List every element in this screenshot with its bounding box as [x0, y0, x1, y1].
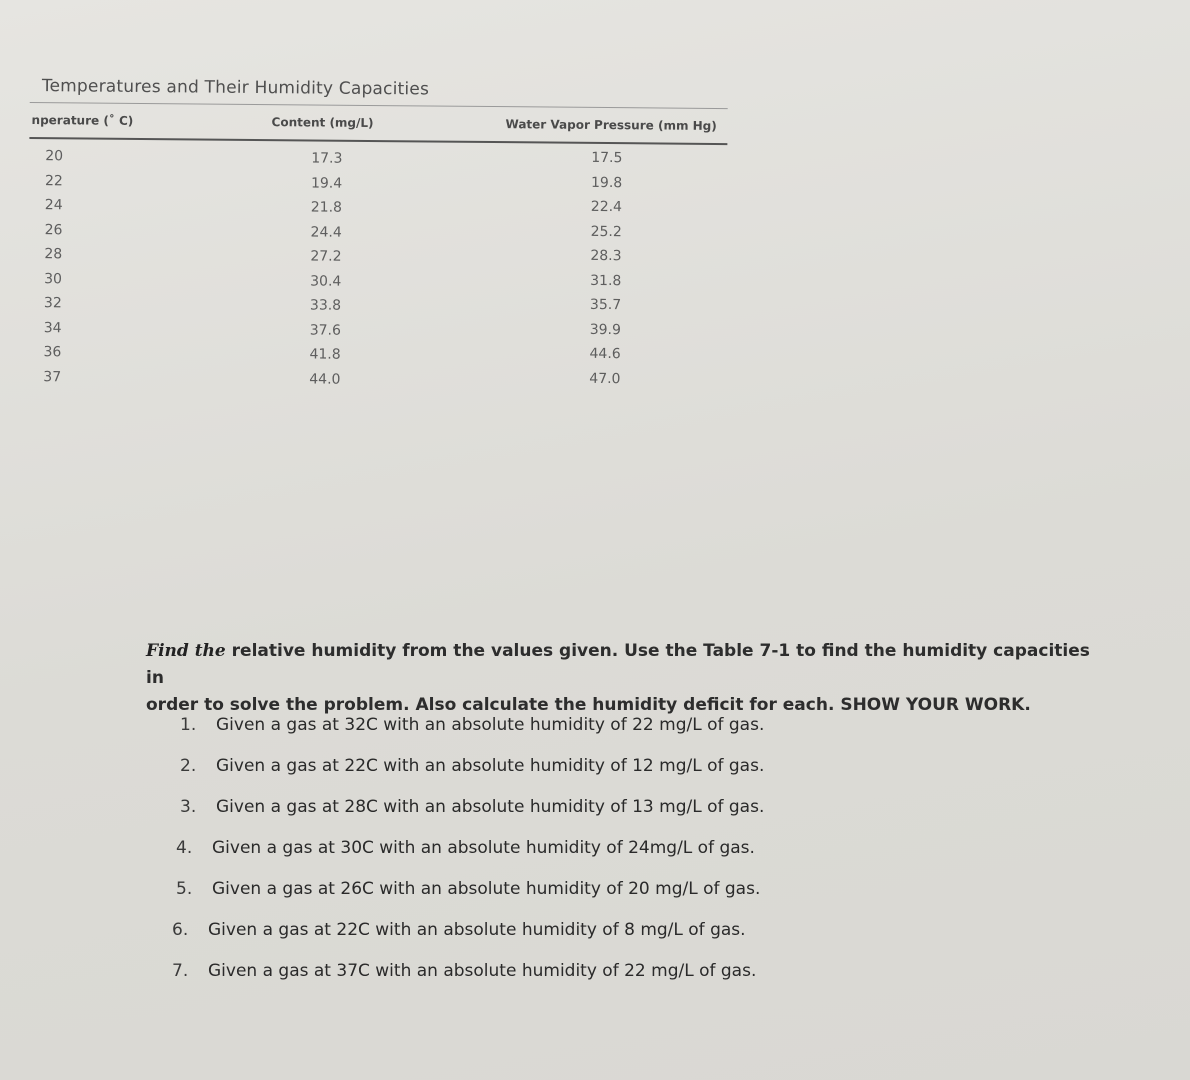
instructions-text-1: relative humidity from the values given. Use the Table 7-1 to find the humidity capacities in	[146, 641, 1090, 688]
content-cell: 24.4	[310, 223, 342, 241]
problem-text: Given a gas at 22C with an absolute humidity of 8 mg/L of gas.	[208, 920, 746, 940]
problem-item	[172, 838, 932, 879]
problem-text: Given a gas at 37C with an absolute humidity of 22 mg/L of gas.	[208, 961, 757, 981]
vapor-pressure-cell: 17.5	[591, 149, 623, 167]
problem-text: Given a gas at 26C with an absolute humidity of 20 mg/L of gas.	[212, 879, 761, 899]
table-body	[27, 148, 727, 399]
table-top-rule	[30, 102, 728, 109]
vapor-pressure-cell: 35.7	[589, 296, 622, 314]
problem-text: Given a gas at 22C with an absolute humidity of 12 mg/L of gas.	[216, 756, 765, 776]
temperature-cell: 24	[44, 197, 63, 214]
instructions	[146, 638, 1106, 719]
temperature-cell: 28	[44, 246, 63, 263]
temperature-cell: 20	[45, 148, 64, 165]
content-cell: 41.8	[309, 346, 341, 363]
table-row	[27, 368, 725, 399]
problem-item	[172, 797, 932, 838]
content-cell: 37.6	[309, 321, 341, 339]
vapor-pressure-cell: 19.8	[590, 174, 623, 191]
content-cell: 27.2	[310, 248, 342, 265]
column-header-vapor-pressure: Water Vapor Pressure (mm Hg)	[505, 117, 717, 133]
temperature-cell: 32	[43, 295, 62, 312]
problem-text: Given a gas at 30C with an absolute humidity of 24mg/L of gas.	[212, 838, 755, 858]
problem-item	[172, 920, 932, 961]
problem-number: 5.	[176, 879, 193, 899]
vapor-pressure-cell: 47.0	[589, 370, 621, 387]
content-cell: 30.4	[310, 272, 342, 290]
temperature-cell: 34	[43, 319, 62, 336]
instructions-line-1	[146, 638, 1106, 692]
problem-item	[172, 879, 932, 920]
problem-text: Given a gas at 28C with an absolute humidity of 13 mg/L of gas.	[216, 797, 765, 817]
temperature-cell: 22	[44, 172, 63, 189]
problem-number: 4.	[176, 838, 193, 858]
content-cell: 21.8	[310, 199, 343, 216]
problem-number: 6.	[172, 920, 189, 940]
temperature-cell: 26	[44, 221, 63, 238]
table-header-rule	[29, 137, 727, 145]
temperature-cell: 37	[43, 368, 62, 385]
content-cell: 17.3	[311, 150, 343, 167]
vapor-pressure-cell: 28.3	[590, 247, 622, 265]
problem-item	[172, 756, 932, 797]
problem-number: 7.	[172, 961, 189, 981]
problem-number: 2.	[180, 756, 197, 776]
content-cell: 19.4	[310, 174, 343, 192]
problem-list	[172, 715, 932, 1002]
column-header-temperature: nperature (˚ C)	[31, 113, 134, 128]
vapor-pressure-cell: 25.2	[590, 223, 622, 240]
column-header-content: Content (mg/L)	[271, 115, 374, 131]
content-cell: 44.0	[309, 370, 341, 388]
temperature-cell: 30	[44, 270, 63, 287]
problem-item	[172, 961, 932, 1002]
temperature-cell: 36	[43, 344, 62, 361]
content-cell: 33.8	[309, 297, 342, 314]
problem-number: 3.	[180, 797, 197, 817]
problem-text: Given a gas at 32C with an absolute humidity of 22 mg/L of gas.	[216, 715, 765, 735]
instructions-line-2: order to solve the problem. Also calculate the humidity deficit for each. SHOW YOUR WORK.	[146, 695, 1031, 715]
vapor-pressure-cell: 39.9	[589, 321, 621, 338]
vapor-pressure-cell: 44.6	[589, 345, 621, 363]
humidity-table	[30, 70, 730, 388]
vapor-pressure-cell: 22.4	[590, 198, 623, 216]
handwritten-annotation: Find the	[146, 641, 226, 661]
problem-number: 1.	[180, 715, 197, 735]
vapor-pressure-cell: 31.8	[590, 272, 622, 289]
problem-item	[172, 715, 932, 756]
table-title: Temperatures and Their Humidity Capacities	[41, 76, 430, 100]
